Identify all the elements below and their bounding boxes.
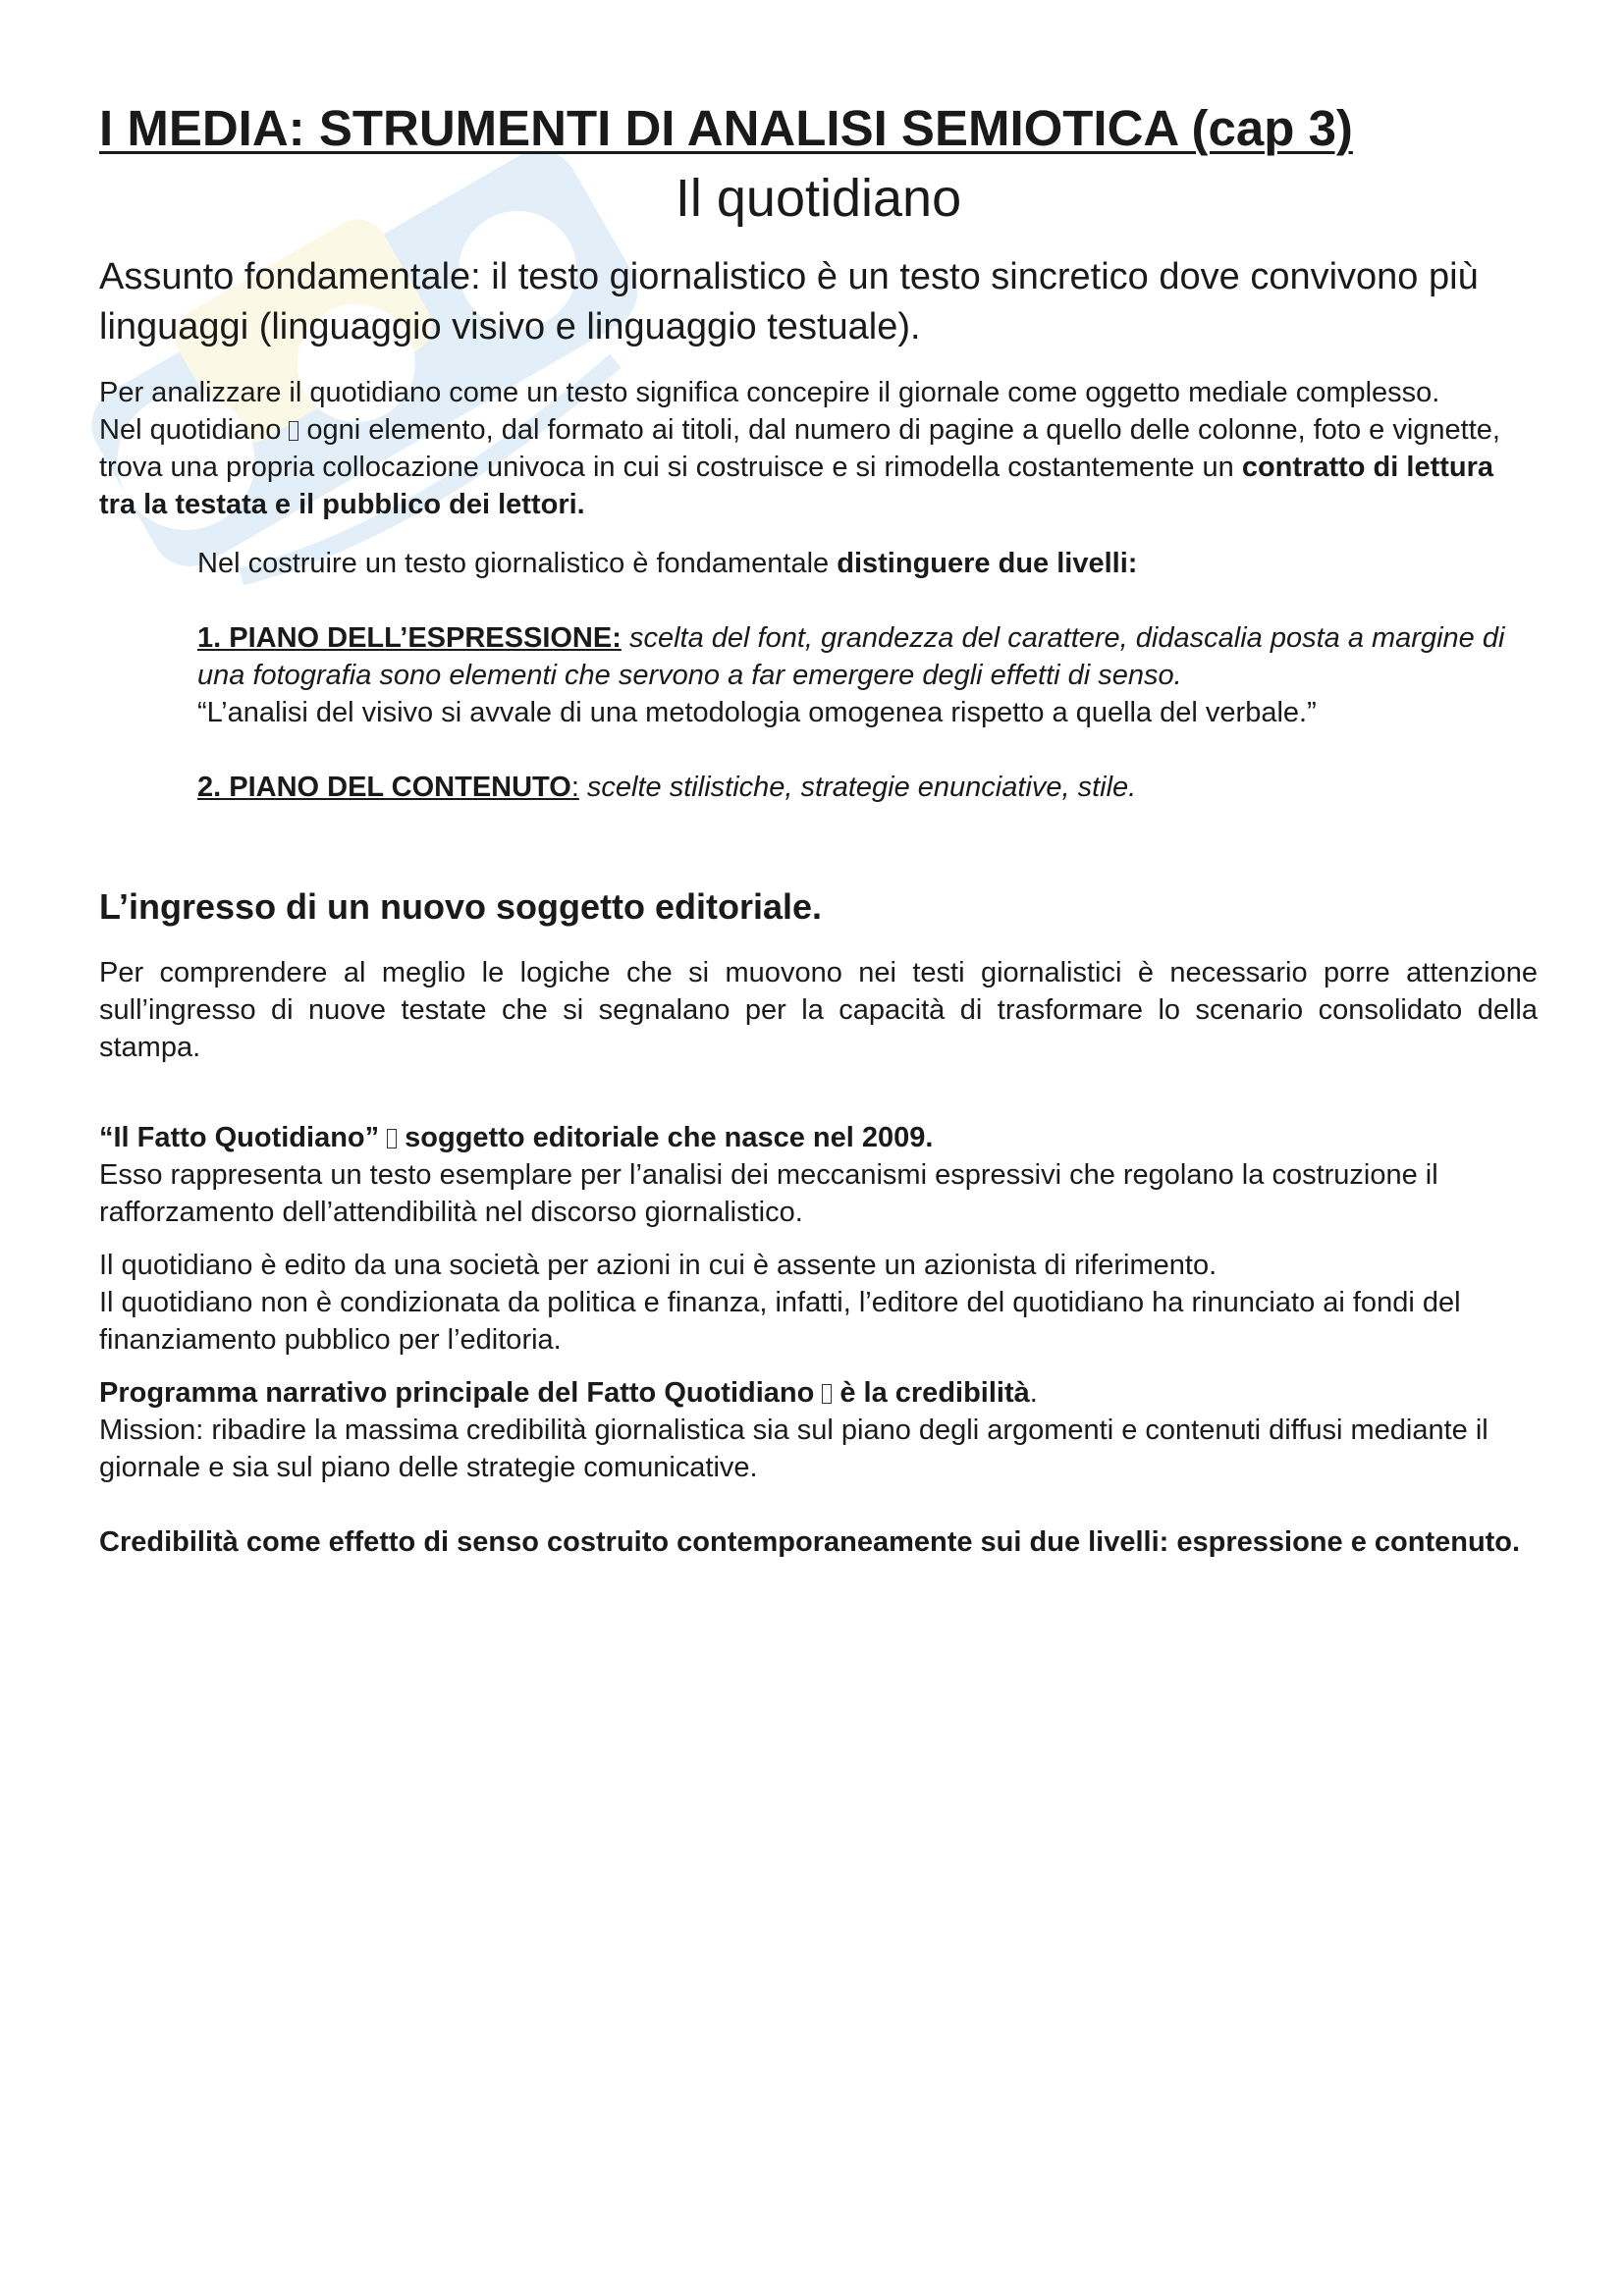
level-2-colon: : bbox=[570, 772, 579, 804]
level-2-label: 2. PIANO DEL CONTENUTO bbox=[197, 772, 571, 804]
levels-intro bbox=[197, 545, 1538, 582]
intro-p2-middle: ogni elemento, dal formato ai titoli, dal numero di pagine a quello delle colonne, foto e vignette, trova una propria collocazione univoca in cui si costruisce e si rimodella costantemente un bbox=[99, 414, 1500, 484]
programma-end: è la credibilità bbox=[839, 1377, 1030, 1410]
page-subtitle: Il quotidiano bbox=[675, 169, 962, 229]
document-page bbox=[99, 98, 1538, 1561]
level-2-text: scelte stilistiche, strategie enunciative, stile. bbox=[578, 772, 1137, 804]
section-heading-ingresso: L’ingresso di un nuovo soggetto editoriale. bbox=[99, 886, 823, 928]
arrow-icon bbox=[387, 1129, 397, 1148]
intro-p2-bold: contratto di lettura tra la testata e il pubblico dei lettori. bbox=[99, 452, 1494, 521]
level-1-quote: “L’analisi del visivo si avvale di una metodologia omogenea rispetto a quella del verbale.” bbox=[197, 697, 1317, 729]
levels-intro-normal: Nel costruire un testo giornalistico è fondamentale bbox=[197, 548, 830, 580]
intro-block bbox=[99, 374, 1538, 523]
level-1-paragraph bbox=[197, 619, 1538, 694]
levels-block bbox=[197, 545, 1538, 806]
fatto-name: “Il Fatto Quotidiano” bbox=[99, 1122, 380, 1154]
programma-dot: . bbox=[1029, 1377, 1038, 1410]
level-1-text: scelta del font, grandezza del carattere, didascalia posta a margine di una fotografia sono elementi che servono a far emergere degli effetti di senso. bbox=[197, 622, 1505, 692]
ingresso-paragraph: Per comprendere al meglio le logiche che si muovono nei testi giornalistici è necessario porre attenzione sull’ingresso di nuove testate che si segnalano per la capacità di trasformare lo scenario consolidato della stampa. bbox=[99, 957, 1538, 1064]
intro-p2-start: Nel quotidiano bbox=[99, 414, 282, 447]
credibilita-paragraph bbox=[99, 1523, 1538, 1561]
intro-paragraph-2 bbox=[99, 411, 1538, 523]
societa-paragraph: Il quotidiano è edito da una società per azioni in cui è assente un azionista di riferimento. bbox=[99, 1250, 1217, 1282]
finanza-paragraph: Il quotidiano non è condizionata da politica e finanza, infatti, l’editore del quotidiano ha rinunciato ai fondi del finanziamento pubblico per l’editoria. bbox=[99, 1287, 1461, 1357]
document-title: I MEDIA: STRUMENTI DI ANALISI SEMIOTICA (cap 3) bbox=[99, 100, 1353, 156]
assunto-paragraph: Assunto fondamentale: il testo giornalistico è un testo sincretico dove convivono più linguaggi (linguaggio visivo e linguaggio testuale). bbox=[99, 255, 1479, 347]
fatto-description: Esso rappresenta un testo esemplare per l’analisi dei meccanismi espressivi che regolano la costruzione il rafforzamento dell’attendibilità nel discorso giornalistico. bbox=[99, 1159, 1438, 1229]
levels-intro-bold: distinguere due livelli: bbox=[837, 548, 1138, 580]
fatto-rest: soggetto editoriale che nasce nel 2009. bbox=[405, 1122, 934, 1154]
mission-paragraph: Mission: ribadire la massima credibilità giornalistica sia sul piano degli argomenti e contenuti diffusi mediante il giornale e sia sul piano delle strategie comunicative. bbox=[99, 1415, 1488, 1484]
credibilita-text: Credibilità come effetto di senso costruito contemporaneamente sui due livelli: espressione e contenuto. bbox=[99, 1526, 1521, 1559]
intro-paragraph-1: Per analizzare il quotidiano come un testo significa concepire il giornale come oggetto mediale complesso. bbox=[99, 377, 1440, 409]
level-2-paragraph bbox=[197, 769, 1538, 806]
ingresso-block bbox=[99, 954, 1538, 1561]
arrow-icon bbox=[822, 1384, 832, 1404]
programma-paragraph bbox=[99, 1374, 1538, 1412]
level-1-label: 1. PIANO DELL’ESPRESSIONE: bbox=[197, 622, 622, 655]
fatto-heading bbox=[99, 1119, 1538, 1156]
arrow-icon bbox=[289, 421, 298, 441]
programma-start: Programma narrativo principale del Fatto Quotidiano bbox=[99, 1377, 815, 1410]
